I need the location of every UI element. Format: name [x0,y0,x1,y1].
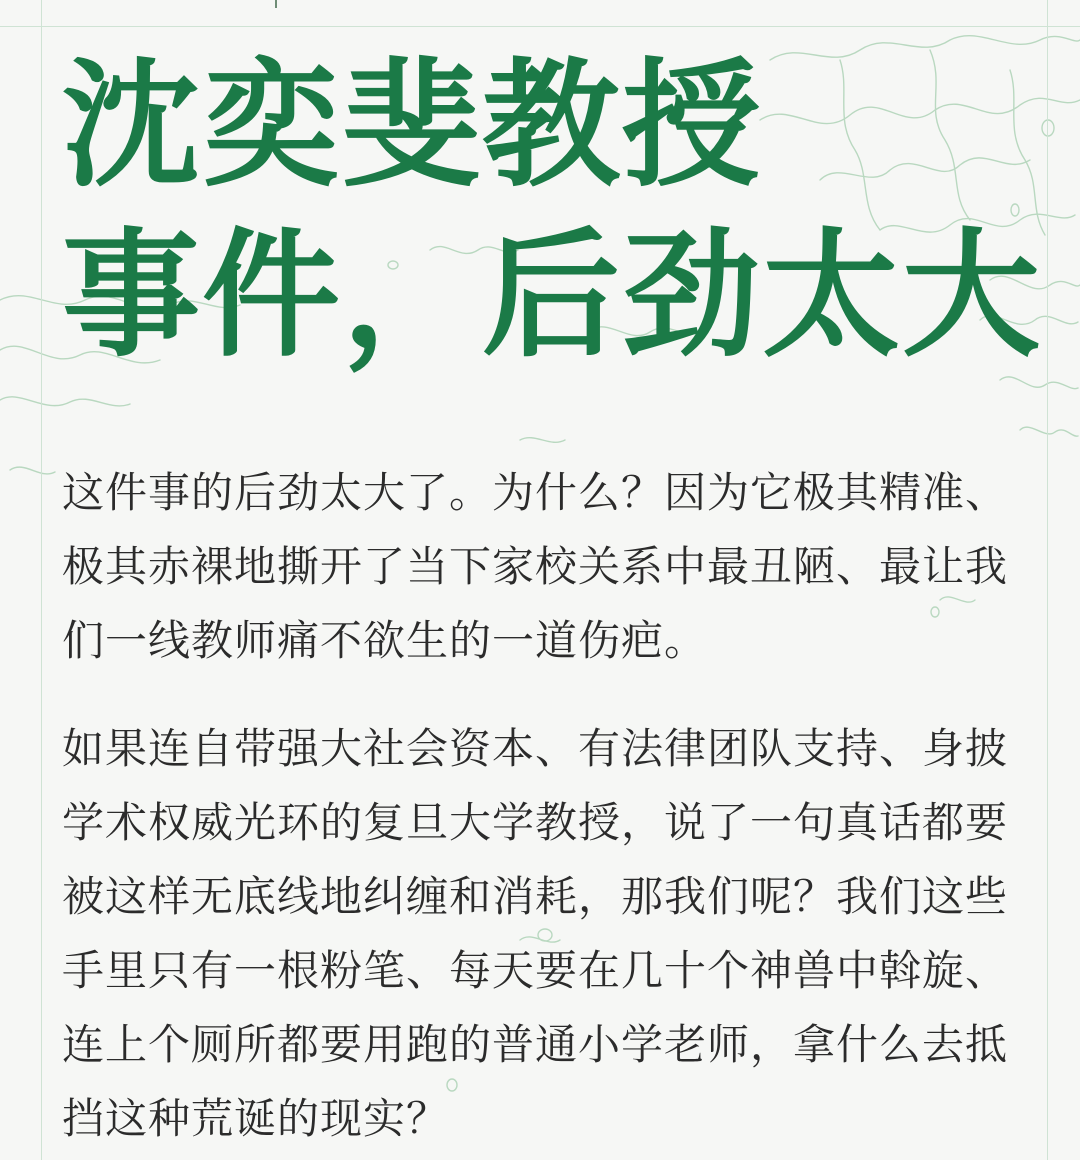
left-margin-line [41,0,42,1160]
paragraph-2: 如果连自带强大社会资本、有法律团队支持、身披学术权威光环的复旦大学教授，说了一句真话都要被这样无底线地纠缠和消耗，那我们呢？我们这些手里只有一根粉笔、每天要在几十个神兽中斡旋、连上个厕所都要用跑的普通小学老师，拿什么去抵挡这种荒诞的现实？ [62,724,1009,1143]
paragraph-1: 这件事的后劲太大了。为什么？因为它极其精准、极其赤裸地撕开了当下家校关系中最丑陋、最让我们一线教师痛不欲生的一道伤疤。 [62,468,1009,665]
article-title [62,40,1042,380]
title-line-1: 沈奕斐教授 [62,43,763,206]
right-margin-line [1047,0,1048,1160]
article-body [62,456,1022,1160]
title-line-2: 事件，后劲太大 [62,213,1043,376]
top-guide-line [0,26,1080,27]
top-tick-mark [275,0,277,8]
